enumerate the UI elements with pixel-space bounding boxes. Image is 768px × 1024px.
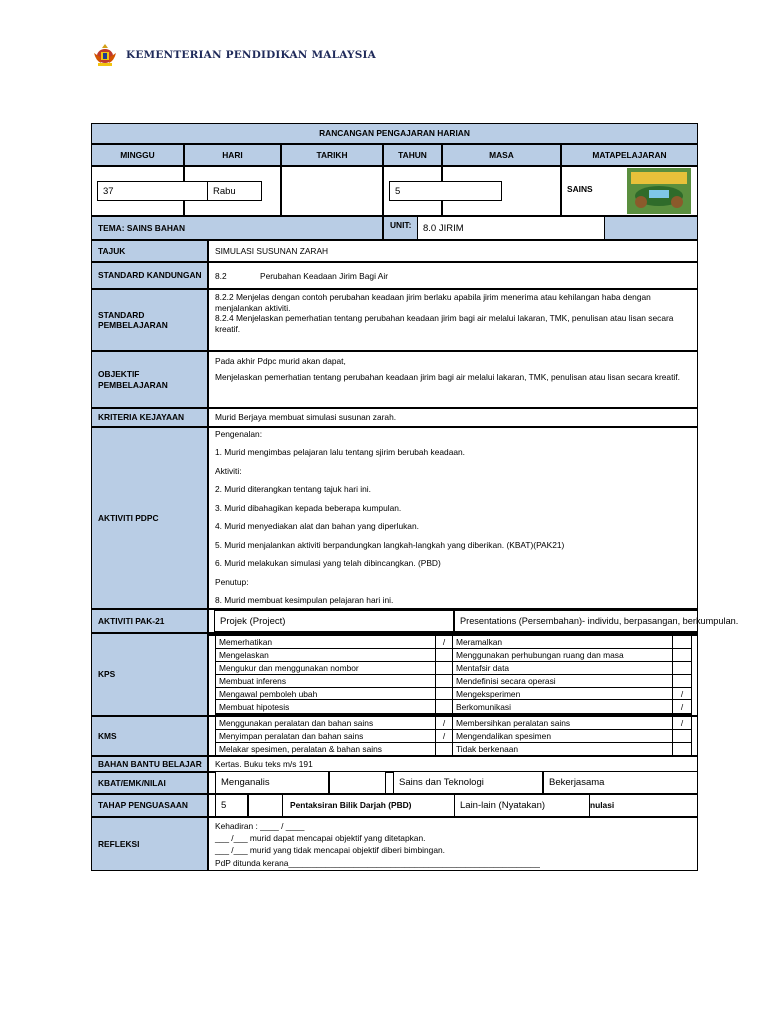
ministry-name: KEMENTERIAN PENDIDIKAN MALAYSIA [126, 49, 376, 61]
kps-right-item: Mengeksperimen [456, 688, 521, 699]
obj-value [208, 351, 698, 408]
aktiviti-line: Pengenalan: [215, 429, 263, 439]
col-masa: MASA [442, 144, 561, 166]
kps-right-item: Meramalkan [456, 637, 503, 647]
kms-left-item: Melakar spesimen, peralatan & bahan sains [219, 743, 382, 754]
kps-right-mark: / [680, 688, 684, 699]
unit-label: UNIT: [390, 220, 412, 230]
kk-label: KRITERIA KEJAYAAN [91, 408, 208, 427]
kbat-label: KBAT/EMK/NILAI [91, 772, 208, 794]
tarikh-cell [281, 166, 383, 216]
sp-line-1: 8.2.2 Menjelas dengan contoh perubahan keadaan jirim berlaku apabila jirim menerima atau kehilangan haba dengan menjalankan aktiviti. [215, 292, 651, 313]
sk-label: STANDARD KANDUNGAN [91, 262, 208, 289]
refleksi-line: PdP ditunda kerana______________________________________________________ [215, 857, 540, 868]
kms-right-mark: / [680, 718, 684, 728]
lain-tail: nulasi [590, 800, 615, 810]
aktiviti-line: 3. Murid dibahagikan kepada beberapa kumpulan. [215, 502, 402, 513]
sk-text: Perubahan Keadaan Jirim Bagi Air [260, 271, 389, 281]
col-minggu: MINGGU [91, 144, 184, 166]
kms-row [216, 730, 691, 743]
tahun-field[interactable]: 5 [389, 181, 502, 201]
rph-form [91, 123, 739, 871]
refleksi-label: REFLEKSI [91, 817, 208, 871]
kps-label: KPS [91, 633, 208, 716]
kps-left-item: Membuat inferens [219, 675, 287, 686]
bbb-label: BAHAN BANTU BELAJAR [91, 756, 208, 772]
kbat-field-b[interactable]: Sains dan Teknologi [393, 771, 543, 794]
kk-value: Murid Berjaya membuat simulasi susunan zarah. [208, 408, 698, 427]
kms-row [216, 717, 691, 730]
col-hari: HARI [184, 144, 281, 166]
lain-field[interactable]: Lain-lain (Nyatakan) [454, 794, 590, 817]
sp-value [208, 289, 698, 351]
kms-left-mark: / [442, 730, 446, 741]
sk-value [208, 262, 698, 289]
kbat-field-blank[interactable] [329, 771, 386, 794]
kps-left-item: Mengukur dan menggunakan nombor [219, 662, 359, 673]
kps-row [216, 688, 691, 701]
kbat-field-c[interactable]: Bekerjasama [543, 771, 698, 794]
aktiviti-line: Aktiviti: [215, 465, 242, 476]
kms-left-item: Menyimpan peralatan dan bahan sains [219, 730, 364, 741]
kps-right-item: Mendefinisi secara operasi [456, 675, 556, 686]
aktiviti-line: 2. Murid diterangkan tentang tajuk hari ini. [215, 484, 371, 494]
refleksi-line: ___ /___ murid dapat mencapai objektif yang ditetapkan. [215, 833, 426, 844]
aktiviti-line: 8. Murid membuat kesimpulan pelajaran hari ini. [215, 595, 394, 605]
col-tarikh: TARIKH [281, 144, 383, 166]
kms-right-item: Membersihkan peralatan sains [456, 718, 571, 728]
aktiviti-line: 4. Murid menyediakan alat dan bahan yang diperlukan. [215, 521, 419, 531]
kps-row [216, 649, 691, 662]
aktiviti-line: Penutup: [215, 576, 249, 587]
aktiviti-label: AKTIVITI PDPC [91, 427, 208, 609]
unit-field[interactable]: 8.0 JIRIM [417, 216, 605, 240]
kps-left-item: Mengelaskan [219, 649, 269, 660]
col-tahun: TAHUN [383, 144, 442, 166]
kps-right-mark: / [680, 701, 684, 712]
pak21-label: AKTIVITI PAK-21 [91, 609, 208, 633]
kms-right-item: Mengendalikan spesimen [456, 730, 551, 741]
kms-grid [215, 717, 692, 756]
aktiviti-line: 6. Murid melakukan simulasi yang telah dibincangkan. (PBD) [215, 558, 441, 568]
tema-cell: TEMA: SAINS BAHAN [91, 216, 383, 240]
sp-line-2: 8.2.4 Menjelaskan pemerhatian tentang perubahan keadaan jirim bagi air melalui lakaran, TMK, penulisan atau lisan secara kreatif. [215, 313, 674, 334]
kms-label: KMS [91, 716, 208, 756]
hari-field[interactable]: Rabu [207, 181, 262, 201]
bbb-value: Kertas. Buku teks m/s 191 [208, 756, 698, 772]
kps-row [216, 675, 691, 688]
aktiviti-line: 1. Murid mengimbas pelajaran lalu tentang sjirim berubah keadaan. [215, 447, 465, 457]
kps-right-item: Berkomunikasi [456, 701, 511, 712]
obj-line-1: Pada akhir Pdpc murid akan dapat, [215, 356, 346, 366]
form-title: RANCANGAN PENGAJARAN HARIAN [91, 123, 698, 144]
minggu-field[interactable]: 37 [97, 181, 208, 201]
kps-left-item: Mengawal pemboleh ubah [219, 688, 318, 699]
kps-grid [215, 636, 692, 716]
obj-label: OBJEKTIF PEMBELAJARAN [91, 351, 208, 408]
kps-right-item: Menggunakan perhubungan ruang dan masa [456, 649, 624, 660]
sk-code: 8.2 [215, 271, 227, 281]
tahap-field-blank[interactable] [248, 794, 283, 817]
kms-left-mark: / [442, 718, 446, 728]
kms-left-item: Menggunakan peralatan dan bahan sains [219, 718, 374, 728]
malaysia-crest-icon [92, 43, 118, 67]
refleksi-value [208, 817, 698, 871]
col-matapelajaran: MATAPELAJARAN [561, 144, 698, 166]
kbat-field-a[interactable]: Menganalis [215, 771, 329, 794]
kps-left-item: Membuat hipotesis [219, 701, 290, 712]
sp-label: STANDARD PEMBELAJARAN [91, 289, 208, 351]
kps-table [208, 633, 698, 716]
kps-row [216, 662, 691, 675]
pbd-label: Pentaksiran Bilik Darjah (PBD) [290, 800, 412, 810]
kms-row [216, 743, 691, 756]
pak21-field-a[interactable]: Projek (Project) [214, 610, 454, 632]
kps-left-mark: / [442, 637, 446, 647]
kms-table [208, 716, 698, 756]
kps-row [216, 701, 691, 717]
obj-line-2: Menjelaskan pemerhatian tentang perubahan keadaan jirim bagi air melalui lakaran, TMK, penulisan atau lisan secara kreatif. [215, 371, 680, 382]
refleksi-line: ___ /___ murid yang tidak mencapai objektif diberi bimbingan. [215, 845, 445, 856]
tajuk-label: TAJUK [91, 240, 208, 262]
aktiviti-value [208, 427, 698, 609]
kps-row [216, 636, 691, 649]
textbook-cover-icon [627, 168, 691, 214]
subject-label: SAINS [567, 184, 593, 194]
kps-left-item: Memerhatikan [219, 637, 273, 647]
kps-right-item: Mentafsir data [456, 662, 510, 673]
page-header [92, 40, 376, 70]
tahap-field[interactable]: 5 [215, 794, 248, 817]
tajuk-value: SIMULASI SUSUNAN ZARAH [208, 240, 698, 262]
tahap-label: TAHAP PENGUASAAN [91, 794, 208, 817]
pak21-field-b[interactable]: Presentations (Persembahan)- individu, berpasangan, berkumpulan. [454, 610, 698, 632]
kms-right-item: Tidak berkenaan [456, 743, 519, 754]
refleksi-line: Kehadiran : ____ / ____ [215, 821, 305, 831]
aktiviti-line: 5. Murid menjalankan aktiviti berpandungkan langkah-langkah yang diberikan. (KBAT)(PAK21) [215, 539, 565, 550]
